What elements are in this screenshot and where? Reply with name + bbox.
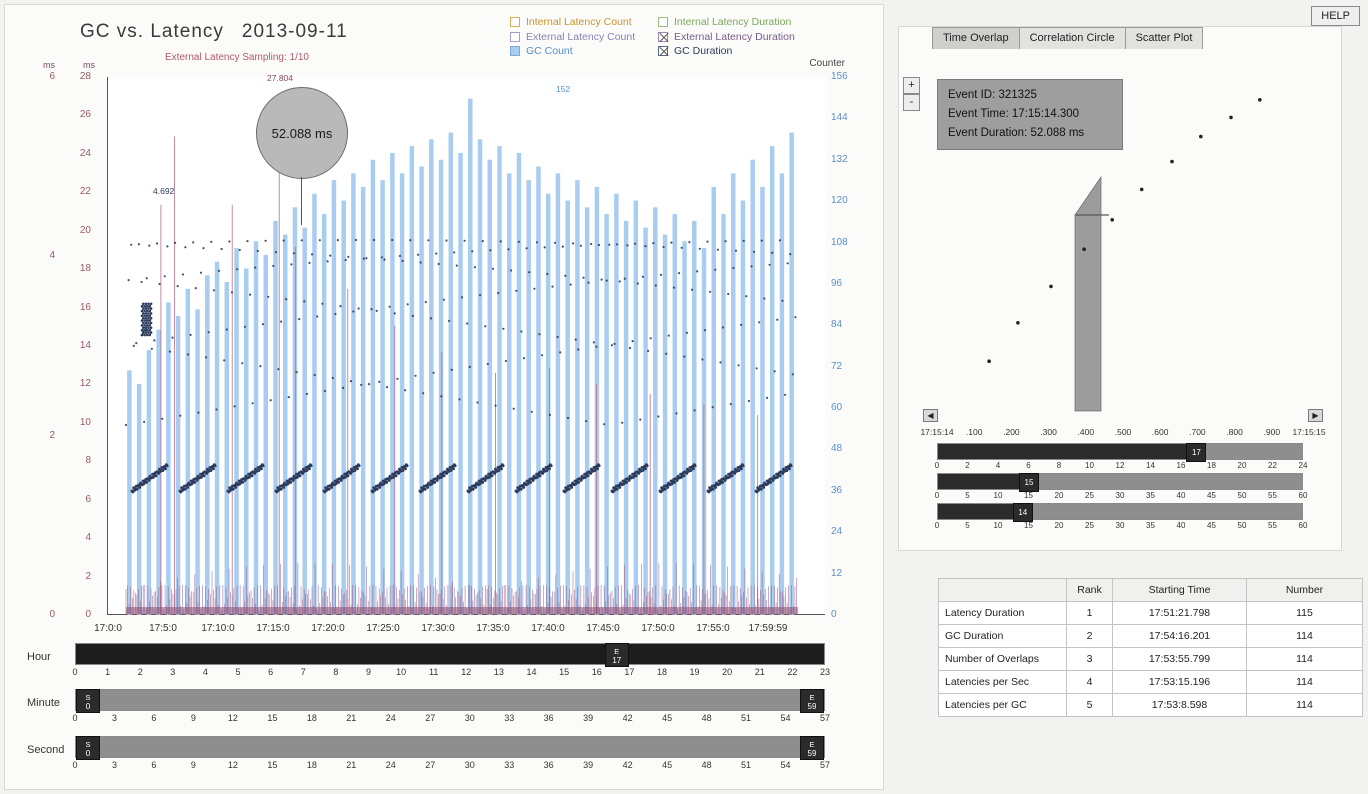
mini-slider-tick: 25 bbox=[1085, 491, 1094, 500]
slider-tick: 21 bbox=[754, 667, 765, 677]
x-axis-tick: 17:0:0 bbox=[94, 623, 122, 634]
slider-tick: 6 bbox=[268, 667, 274, 677]
mini-slider-tick: 55 bbox=[1268, 491, 1277, 500]
slider-tick: 0 bbox=[72, 667, 78, 677]
slider-tick: 57 bbox=[819, 713, 831, 723]
slider-tick: 30 bbox=[464, 713, 475, 723]
cell-metric: Latencies per Sec bbox=[939, 671, 1067, 694]
overlap-axis-tick: .300 bbox=[1040, 427, 1057, 437]
slider-tick: 19 bbox=[689, 667, 700, 677]
slider-tick: 51 bbox=[741, 713, 752, 723]
y-axis-right-tick: 24 bbox=[831, 526, 843, 538]
x-axis-tick: 17:59:59 bbox=[748, 623, 788, 634]
slider-tick: 15 bbox=[267, 713, 278, 723]
mini-slider-fill bbox=[938, 474, 1029, 489]
y-axis-outer-tick: 6 bbox=[49, 71, 55, 82]
slider-tick: 12 bbox=[227, 713, 238, 723]
slider-tick: 18 bbox=[306, 713, 317, 723]
overlap-axis-tick: .400 bbox=[1077, 427, 1095, 437]
mini-slider-tick: 6 bbox=[1026, 461, 1031, 470]
y-axis-inner-tick: 6 bbox=[85, 493, 91, 505]
y-axis-right-tick: 48 bbox=[831, 443, 843, 455]
x-axis-tick: 17:30:0 bbox=[421, 623, 455, 634]
mini-slider-tick: 0 bbox=[934, 521, 940, 530]
y-axis-inner-tick: 28 bbox=[79, 71, 91, 82]
slider-tick: 33 bbox=[504, 713, 515, 723]
y-axis-right-tick: 132 bbox=[831, 153, 848, 165]
slider-handle-end[interactable]: E 59 bbox=[800, 689, 824, 713]
overlap-axis-tick: .200 bbox=[1003, 427, 1020, 437]
slider-tick: 42 bbox=[622, 760, 633, 770]
mini-slider-tick: 50 bbox=[1237, 491, 1247, 500]
overlap-axis-tick: .600 bbox=[1151, 427, 1169, 437]
cell-metric: Number of Overlaps bbox=[939, 648, 1067, 671]
mini-slider-hour[interactable] bbox=[937, 443, 1303, 460]
mini-slider-second[interactable] bbox=[937, 503, 1303, 520]
mini-slider-tick: 2 bbox=[965, 461, 970, 470]
y-axis-right-tick: 72 bbox=[831, 360, 843, 372]
y-axis-inner-tick: 26 bbox=[79, 109, 91, 121]
zoom-in-button[interactable]: + bbox=[903, 77, 920, 94]
y-axis-inner-tick: 18 bbox=[79, 263, 91, 275]
mini-slider-tick: 50 bbox=[1237, 521, 1247, 530]
event-callout-bubble[interactable] bbox=[256, 87, 348, 179]
legend-label: External Latency Count bbox=[526, 30, 636, 43]
slider-tick: 39 bbox=[583, 760, 594, 770]
y-axis-inner-tick: 24 bbox=[79, 147, 91, 159]
overlap-axis-tick: .100 bbox=[965, 427, 983, 437]
event-duration: Event Duration: 52.088 ms bbox=[948, 127, 1085, 139]
slider-handle-end[interactable]: E 17 bbox=[605, 643, 629, 667]
slider-label: Minute bbox=[27, 697, 61, 709]
mini-slider-tick: 35 bbox=[1146, 491, 1155, 500]
mini-slider-tick: 40 bbox=[1176, 521, 1186, 530]
y-axis-right-tick: 120 bbox=[831, 195, 848, 207]
mini-slider-scale bbox=[934, 461, 1308, 473]
slider-track[interactable] bbox=[75, 643, 825, 665]
mini-slider-tick: 45 bbox=[1207, 491, 1216, 500]
cell-metric: Latency Duration bbox=[939, 602, 1067, 625]
mini-slider-tick: 20 bbox=[1054, 491, 1064, 500]
cell-time: 17:53:8.598 bbox=[1113, 694, 1247, 717]
slider-track[interactable] bbox=[75, 689, 825, 711]
legend-swatch-icon bbox=[510, 17, 520, 27]
slider-tick: 27 bbox=[425, 760, 436, 770]
slider-label: Hour bbox=[27, 651, 51, 663]
cell-number: 114 bbox=[1247, 671, 1363, 694]
overlap-axis-tick: .700 bbox=[1189, 427, 1206, 437]
slider-handle-end[interactable]: E 59 bbox=[800, 736, 824, 760]
table-row[interactable] bbox=[939, 602, 1363, 625]
legend-item-internal-latency-duration[interactable] bbox=[658, 15, 795, 30]
legend-label: GC Count bbox=[526, 45, 573, 58]
y-axis-outer-tick: 4 bbox=[49, 250, 55, 262]
cell-time: 17:54:16.201 bbox=[1113, 625, 1247, 648]
mini-slider-tick: 15 bbox=[1024, 491, 1033, 500]
y-axis-inner-tick: 2 bbox=[85, 570, 91, 582]
slider-tick: 42 bbox=[622, 713, 633, 723]
slider-tick: 15 bbox=[559, 667, 570, 677]
y-axis-right-tick: 12 bbox=[831, 567, 843, 579]
mini-slider-tick: 10 bbox=[1085, 461, 1094, 470]
slider-tick: 12 bbox=[461, 667, 472, 677]
cell-rank: 2 bbox=[1067, 625, 1113, 648]
legend-item-external-latency-duration[interactable] bbox=[658, 30, 795, 45]
slider-tick: 3 bbox=[170, 667, 176, 677]
mini-slider-tick: 30 bbox=[1115, 491, 1125, 500]
cell-rank: 1 bbox=[1067, 602, 1113, 625]
y-axis-inner-tick: 16 bbox=[79, 301, 91, 313]
cell-number: 114 bbox=[1247, 648, 1363, 671]
x-axis-tick: 17:55:0 bbox=[696, 623, 730, 634]
mini-slider-tick: 5 bbox=[965, 521, 970, 530]
slider-tick: 6 bbox=[151, 760, 157, 770]
prev-arrow-icon[interactable]: ◀ bbox=[923, 409, 938, 422]
cell-time: 17:53:55.799 bbox=[1113, 648, 1247, 671]
y-axis-inner-tick: 20 bbox=[79, 224, 91, 236]
overlap-axis-tick: 17:15:14 bbox=[920, 427, 954, 437]
slider-tick: 7 bbox=[300, 667, 306, 677]
slider-track[interactable] bbox=[75, 736, 825, 758]
mini-slider-tick: 22 bbox=[1268, 461, 1277, 470]
table-row[interactable] bbox=[939, 671, 1363, 694]
event-callout-value: 52.088 ms bbox=[271, 125, 333, 141]
slider-tick: 30 bbox=[464, 760, 475, 770]
table-header-row bbox=[939, 579, 1363, 602]
peak-label-gc-count: 152 bbox=[556, 84, 571, 94]
slider-tick: 54 bbox=[780, 760, 791, 770]
y-axis-inner-tick: 0 bbox=[85, 609, 91, 620]
x-axis-tick: 17:45:0 bbox=[586, 623, 620, 634]
y-axis-right-tick: 60 bbox=[831, 402, 843, 414]
slider-tick: 14 bbox=[526, 667, 537, 677]
slider-tick: 12 bbox=[227, 760, 238, 770]
legend-swatch-icon bbox=[510, 46, 520, 56]
event-time: Event Time: 17:15:14.300 bbox=[948, 108, 1080, 120]
cell-rank: 4 bbox=[1067, 671, 1113, 694]
mini-slider-handle[interactable]: 17 bbox=[1186, 443, 1206, 462]
left-axis-unit-outer: ms bbox=[43, 60, 55, 70]
y-axis-right-tick: 108 bbox=[831, 236, 848, 248]
slider-scale bbox=[72, 760, 831, 774]
slider-tick: 8 bbox=[333, 667, 339, 677]
slider-tick: 23 bbox=[819, 667, 831, 677]
mini-slider-tick: 60 bbox=[1298, 521, 1308, 530]
slider-tick: 21 bbox=[346, 713, 357, 723]
slider-tick: 20 bbox=[722, 667, 733, 677]
chart-plot-area[interactable] bbox=[107, 77, 825, 615]
slider-tick: 13 bbox=[493, 667, 504, 677]
slider-tick: 36 bbox=[543, 760, 554, 770]
slider-tick: 9 bbox=[365, 667, 371, 677]
chart-canvas bbox=[108, 77, 826, 615]
chart-date: 2013-09-11 bbox=[241, 21, 348, 42]
zoom-out-button[interactable]: - bbox=[903, 94, 920, 111]
slider-tick: 57 bbox=[819, 760, 831, 770]
slider-tick: 2 bbox=[137, 667, 143, 677]
next-arrow-icon[interactable]: ▶ bbox=[1308, 409, 1323, 422]
table-body bbox=[939, 602, 1363, 717]
slider-handle-start[interactable]: S 0 bbox=[76, 736, 100, 760]
slider-second[interactable] bbox=[5, 736, 885, 776]
mini-slider-tick: 55 bbox=[1268, 521, 1277, 530]
mini-slider-fill bbox=[938, 444, 1196, 459]
y-axis-inner-tick: 14 bbox=[79, 340, 91, 351]
slider-tick: 3 bbox=[111, 713, 117, 723]
col-starting-time: Starting Time bbox=[1113, 579, 1247, 602]
y-axis-inner-tick: 8 bbox=[85, 455, 91, 467]
right-axis-title: Counter bbox=[809, 58, 845, 69]
slider-tick: 0 bbox=[72, 713, 78, 723]
slider-tick: 24 bbox=[385, 713, 396, 723]
cell-number: 114 bbox=[1247, 694, 1363, 717]
slider-tick: 0 bbox=[72, 760, 78, 770]
x-axis-tick: 17:25:0 bbox=[366, 623, 400, 634]
y-axis-right-tick: 84 bbox=[831, 319, 843, 331]
slider-tick: 9 bbox=[190, 713, 196, 723]
mini-slider-scale bbox=[934, 491, 1308, 503]
cell-time: 17:53:15.196 bbox=[1113, 671, 1247, 694]
event-id: Event ID: 321325 bbox=[948, 89, 1037, 101]
slider-tick: 6 bbox=[151, 713, 157, 723]
slider-tick: 18 bbox=[656, 667, 667, 677]
x-axis-tick: 17:35:0 bbox=[476, 623, 510, 634]
slider-tick: 51 bbox=[741, 760, 752, 770]
mini-slider-minute[interactable] bbox=[937, 473, 1303, 490]
y-axis-right-tick: 36 bbox=[831, 484, 843, 496]
legend-item-external-latency-count[interactable] bbox=[510, 30, 635, 45]
mini-slider-tick: 20 bbox=[1054, 521, 1064, 530]
y-axis-inner-tick: 10 bbox=[79, 416, 91, 428]
legend-label: External Latency Duration bbox=[674, 30, 795, 43]
slider-handle-start[interactable]: S 0 bbox=[76, 689, 100, 713]
cell-metric: Latencies per GC bbox=[939, 694, 1067, 717]
slider-tick: 33 bbox=[504, 760, 515, 770]
table-row[interactable] bbox=[939, 625, 1363, 648]
slider-tick: 48 bbox=[701, 713, 712, 723]
mini-slider-tick: 18 bbox=[1207, 461, 1216, 470]
slider-tick: 39 bbox=[583, 713, 594, 723]
overlap-axis-tick: .800 bbox=[1226, 427, 1243, 437]
slider-tick: 45 bbox=[662, 713, 673, 723]
mini-slider-fill bbox=[938, 504, 1023, 519]
mini-slider-tick: 25 bbox=[1085, 521, 1094, 530]
legend-label: Internal Latency Count bbox=[526, 16, 632, 29]
slider-scale bbox=[72, 667, 831, 681]
chart-panel bbox=[4, 4, 884, 790]
legend-swatch-icon bbox=[658, 32, 668, 42]
mini-slider-handle[interactable]: 15 bbox=[1019, 473, 1039, 492]
cell-rank: 5 bbox=[1067, 694, 1113, 717]
slider-hour[interactable] bbox=[5, 643, 885, 683]
legend-item-gc-count[interactable] bbox=[510, 44, 635, 59]
x-axis-tick: 17:5:0 bbox=[149, 623, 177, 634]
mini-slider-scale bbox=[934, 521, 1308, 533]
chart-legend bbox=[510, 15, 870, 59]
mini-slider-tick: 45 bbox=[1207, 521, 1216, 530]
slider-tick: 3 bbox=[111, 760, 117, 770]
cell-number: 115 bbox=[1247, 602, 1363, 625]
mini-slider-tick: 16 bbox=[1176, 461, 1186, 470]
mini-slider-tick: 4 bbox=[995, 461, 1001, 470]
mini-slider-tick: 30 bbox=[1115, 521, 1125, 530]
slider-tick: 27 bbox=[425, 713, 436, 723]
left-axis-unit-inner: ms bbox=[83, 60, 95, 70]
peak-label-gc-duration: 4.692 bbox=[153, 186, 175, 196]
legend-swatch-icon bbox=[658, 17, 668, 27]
tab-time-overlap[interactable]: Time Overlap bbox=[932, 27, 1020, 49]
mini-slider-tick: 15 bbox=[1024, 521, 1033, 530]
y-axis-inner-tick: 4 bbox=[85, 532, 91, 544]
slider-tick: 48 bbox=[701, 760, 712, 770]
chart-title-text: GC vs. Latency bbox=[80, 21, 224, 42]
legend-swatch-icon bbox=[510, 32, 520, 42]
slider-tick: 22 bbox=[787, 667, 798, 677]
col-number: Number bbox=[1247, 579, 1363, 602]
cell-time: 17:51:21.798 bbox=[1113, 602, 1247, 625]
tab-scatter-plot[interactable]: Scatter Plot bbox=[1125, 27, 1204, 49]
mini-slider-tick: 35 bbox=[1146, 521, 1155, 530]
slider-tick: 10 bbox=[396, 667, 407, 677]
mini-slider-tick: 0 bbox=[934, 461, 940, 470]
overlap-axis-tick: .500 bbox=[1114, 427, 1132, 437]
y-axis-right-tick: 144 bbox=[831, 112, 848, 124]
y-axis-right-tick: 156 bbox=[831, 71, 848, 82]
slider-scale bbox=[72, 713, 831, 727]
right-panel-tabs[interactable] bbox=[932, 27, 1202, 49]
legend-swatch-icon bbox=[658, 46, 668, 56]
slider-tick: 11 bbox=[429, 667, 439, 677]
slider-tick: 24 bbox=[385, 760, 396, 770]
cell-metric: GC Duration bbox=[939, 625, 1067, 648]
x-axis-tick: 17:50:0 bbox=[641, 623, 675, 634]
x-axis-tick: 17:10:0 bbox=[201, 623, 235, 634]
cell-number: 114 bbox=[1247, 625, 1363, 648]
rank-table bbox=[938, 578, 1363, 717]
legend-label: Internal Latency Duration bbox=[674, 16, 792, 29]
y-axis-inner-tick: 22 bbox=[79, 186, 91, 198]
y-axis-right-tick: 96 bbox=[831, 277, 843, 289]
slider-tick: 5 bbox=[235, 667, 241, 677]
tab-correlation-circle[interactable]: Correlation Circle bbox=[1019, 27, 1126, 49]
slider-label: Second bbox=[27, 744, 65, 756]
mini-slider-tick: 60 bbox=[1298, 491, 1308, 500]
y-axis-outer-tick: 0 bbox=[49, 609, 55, 620]
mini-slider-tick: 20 bbox=[1237, 461, 1247, 470]
overlap-axis-tick: .900 bbox=[1263, 427, 1281, 437]
legend-item-gc-duration[interactable] bbox=[658, 44, 795, 59]
mini-slider-tick: 40 bbox=[1176, 491, 1186, 500]
col-rank: Rank bbox=[1067, 579, 1113, 602]
slider-tick: 17 bbox=[624, 667, 635, 677]
zoom-controls[interactable] bbox=[903, 77, 920, 111]
mini-slider-handle[interactable]: 14 bbox=[1013, 503, 1033, 522]
mini-slider-tick: 10 bbox=[993, 491, 1003, 500]
slider-tick: 9 bbox=[190, 760, 196, 770]
y-axis-right-tick: 0 bbox=[831, 609, 837, 620]
table-row[interactable] bbox=[939, 694, 1363, 717]
col-metric bbox=[939, 579, 1067, 602]
y-axis-inner-tick: 12 bbox=[79, 378, 91, 390]
overlap-scatter-plot[interactable] bbox=[923, 67, 1323, 417]
time-overlap-panel bbox=[898, 26, 1342, 551]
slider-tick: 18 bbox=[306, 760, 317, 770]
table-row[interactable] bbox=[939, 648, 1363, 671]
slider-tick: 36 bbox=[543, 713, 554, 723]
x-axis-tick: 17:15:0 bbox=[256, 623, 290, 634]
peak-label-latency: 27.804 bbox=[267, 73, 293, 83]
legend-item-internal-latency-count[interactable] bbox=[510, 15, 635, 30]
slider-tick: 1 bbox=[105, 667, 111, 677]
mini-slider-tick: 5 bbox=[965, 491, 970, 500]
page-title bbox=[80, 21, 348, 43]
x-axis-tick: 17:20:0 bbox=[311, 623, 345, 634]
cell-rank: 3 bbox=[1067, 648, 1113, 671]
slider-tick: 16 bbox=[591, 667, 602, 677]
mini-slider-tick: 10 bbox=[993, 521, 1003, 530]
slider-tick: 45 bbox=[662, 760, 673, 770]
mini-slider-tick: 8 bbox=[1056, 461, 1062, 470]
slider-tick: 54 bbox=[780, 713, 791, 723]
legend-label: GC Duration bbox=[674, 45, 733, 58]
event-callout-stem bbox=[301, 177, 302, 225]
slider-tick: 15 bbox=[267, 760, 278, 770]
sampling-note: External Latency Sampling: 1/10 bbox=[165, 52, 309, 63]
slider-tick: 21 bbox=[346, 760, 357, 770]
mini-slider-tick: 24 bbox=[1298, 461, 1308, 470]
help-button[interactable]: HELP bbox=[1311, 6, 1360, 26]
overlap-time-axis[interactable] bbox=[920, 409, 1326, 441]
mini-slider-tick: 14 bbox=[1146, 461, 1155, 470]
x-axis-tick: 17:40:0 bbox=[531, 623, 565, 634]
mini-slider-tick: 12 bbox=[1115, 461, 1125, 470]
slider-tick: 4 bbox=[202, 667, 208, 677]
scatter-canvas bbox=[923, 67, 1323, 417]
slider-minute[interactable] bbox=[5, 689, 885, 729]
mini-slider-tick: 0 bbox=[934, 491, 940, 500]
overlap-axis-tick: 17:15:15 bbox=[1292, 427, 1326, 437]
y-axis-outer-tick: 2 bbox=[49, 429, 55, 441]
